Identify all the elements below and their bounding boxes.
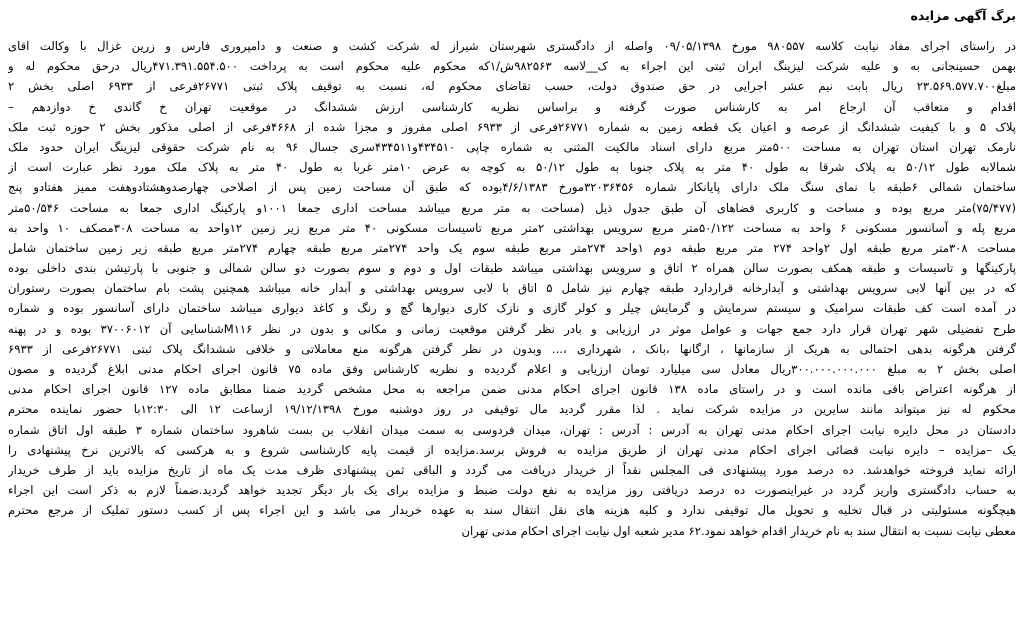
notice-line: ارائه نماید فروخته خواهدشد. ده درصد مورد پیشنهادی فی المجلس نقداً از خریدار دریافت می گردد و الباقی ثمن پیشنهادی ظرف مدت یک ماه از تاریخ مزایده باید از طرف خریدار xyxy=(8,462,1016,477)
notice-line: دادستان در محل دایره نیابت اجرای احکام مدنی تهران به آدرس : آدرس : تهران، میدان فردوسی به سمت میدان انقلاب بن بست شاهرود ساختمان شماره ۳ طبقه اول اتاق شماره xyxy=(8,422,1016,437)
notice-line: پارکینگها و تاسیسات و طبقه همکف بصورت سالن همراه ۲ اتاق و سرویس بهداشتی میباشد طبقات اول و دوم و سوم بصورت دو سالن شمالی و جنوبی با پارتیشن بندی داخلی بوده xyxy=(8,261,1016,276)
notice-line: در راستای اجرای مفاد نیابت کلاسه ۹۸۰۵۵۷ مورخ ۰۹/۰۵/۱۳۹۸ واصله از دادگستری شهرستان شیراز له شرکت کشت و صنعت و دامپروری فارس و زرین غزال با وکالت اقای xyxy=(8,39,1016,53)
notice-line: از هرگونه اعتراض باقی مانده است و در راستای ماده ۱۳۸ قانون اجرای احکام مدنی ضمن مراجعه به محل مشخص گردید ضمنا مطابق ماده ۱۲۷ قانون اجرای احکام مدنی xyxy=(8,382,1016,397)
notice-line: ساختمان شمالی ۶طبقه با نمای سنگ ملک دارای پایانکار شماره ۳۲۰۳۶۴۵۶مورخ ۴/۶/۱۳۸۳بوده که طبق آن مساحت زمین پس از اصلاحی چهارصدوهشتادوهفت ممیز هفتادو پنج xyxy=(8,180,1016,195)
notice-line: پلاک ۵ و با کیفیت ششدانگ از عرصه و اعیان یک قطعه زمین به شماره ۲۶۷۷۱فرعی از ۶۹۳۳ اصلی مفروز و مجزا شده از ۴۶۶۸فرعی از اصلی مذکور بخش ۲ حوزه ثبت ملک xyxy=(8,119,1016,134)
notice-line: یک –مزایده – دایره نیابت قضائی اجرای احکام مدنی تهران از طریق مزایده به فروش برسد.مزایده از قیمت پایه کارشناسی شروع و به هرکسی که بالاترین نرخ پیشنهادی را xyxy=(8,442,1016,457)
notice-line: اصلی بخش ۲ به مبلغ ۳۰۰.۰۰۰.۰۰۰.۰۰۰ریال معادل سی میلیارد تومان ارزیابی و اعلام گردیده و نظریه کارشناس وفق ماده ۷۵ قانون اجرای احکام مدنی ابلاغ گردیده و مصون xyxy=(8,362,1016,376)
notice-line: طرح تفضیلی شهر تهران قرار دارد جمع جهات و عوامل موثر در ارزیابی و بادر نظر گرفتن موقعیت زمانی و مکانی و بدون در نظر M۱۱۶شناسایی آن ۳۷۰۰۶۰۱۲ بوده و در پهنه xyxy=(8,321,1016,336)
notice-line: اقدام و متعاقب آن ارجاع امر به کارشناس صورت گرفته و براساس نظریه کارشناسی ارزش ششدانگ در موقعیت تهران خ گاندی خ دوازدهم – xyxy=(8,99,1016,114)
notice-title: برگ آگهی مزایده xyxy=(910,8,1016,23)
notice-line: مساحت ۳۰۸متر مربع طبقه اول ۲واحد ۲۷۴ متر مربع طبقه دوم ۱واحد ۲۷۴متر مربع طبقه سوم یک واحد ۲۷۴متر مربع طبقه چهارم ۲۷۴متر مربع طبقه زیر زمین ساختمان شامل xyxy=(8,240,1016,255)
notice-line: در آمده است کف طبقات سرامیک و سیستم سرمایش و گرمایش چیلر و کولر گازی و نازک کاری دیوارها گچ و رنگ و کاغذ دیواری میباشد ساختمان دارای آسانسور بوده و شماره xyxy=(8,301,1016,316)
notice-line: نارمک تهران استان تهران به مساحت ۵۰۰متر مربع دارای اسناد مالکیت المثنی به شماره چاپی ۴۳۴۵۱۰و۴۳۴۵۱۱سری جسال ۹۶ به نام شرکت حقوقی لیزینگ ایران حدود ملک xyxy=(8,139,1016,154)
notice-line: بهمن حسینجانی به و علیه شرکت لیزینگ ایران ثبتی این اجراء به ک__لاسه ۹۸۲۵۶۳ش/۱که محکوم علیه محکوم است به پرداخت ۴۷۱.۳۹۱.۵۵۴.۵۰۰ریال درحق محکوم له و xyxy=(8,59,1016,74)
notice-line: مبلغ۲۳.۵۶۹.۵۷۷.۷۰۰ ریال بابت نیم عشر اجرایی در حق صندوق دولت، حسب تقاضای محکوم له، نسبت به توقیف پلاک ثبتی ۲۶۷۷۱فرعی از ۶۹۳۳ اصلی بخش ۲ xyxy=(8,79,1016,94)
notice-line: که در بین آنها لابی سرویس بهداشتی و آبدارخانه قراردارد طبقه چهارم نیز شامل ۵ اتاق با لابی سرویس بهداشتی و آبدار خانه میباشد همچنین پشت بام ساختمان بصورت رستوران xyxy=(8,281,1016,296)
notice-line: هیچگونه مسئولیتی در قبال تخلیه و تحویل مال توقیفی ندارد و کلیه هزینه های نقل انتقال سند به عهده خریدار می باشد و این اجراء پس از کسب دستور تملیک از مرجع محترم xyxy=(8,503,1016,518)
notice-signature-line: معطی نیابت نسبت به انتقال سند به نام خریدار اقدام خواهد نمود.۶۲ مدیر شعبه اول نیابت اجرای احکام مدنی تهران xyxy=(461,523,1016,538)
notice-body xyxy=(8,36,1016,541)
notice-line: گرفتن هرگونه بدهی احتمالی به هریک از سازمانها ، ارگانها ،بانک ، شهرداری ،... وبدون در نظر گرفتن هرگونه منع معاملاتی و خلافی ششدانگ پلاک ثبتی ۲۶۷۷۱فرعی از ۶۹۳۳ xyxy=(8,341,1016,356)
notice-line: مربع پله و آسانسور مسکونی ۶ واحد به مساحت ۵۰/۱۲۲متر مربع سرویس بهداشتی ۲متر مربع تاسیسات مسکونی ۴۰ متر مربع زیر زمین ۱۲واحد به مساحت ۳۰۸مصکف ۱۰ واحد به xyxy=(8,220,1016,235)
notice-line: شمالابه طول ۵۰/۱۲ به پلاک شرقا به طول ۴۰ متر به پلاک جنوبا به طول ۵۰/۱۲ به کوچه به عرض ۱۰متر غربا به طول ۴۰ متر به پلاک ملک مورد نظر عبارت است از xyxy=(8,160,1016,175)
notice-line: محکوم له نیز میتواند مانند سایرین در مزایده شرکت نماید . لذا مقرر گردید مال توقیفی در روز دوشنبه مورخ ۱۹/۱۲/۱۳۹۸ ازساعت ۱۲ الی ۱۲:۳۰با حضور نماینده محترم xyxy=(8,402,1016,417)
notice-line: (۷۵/۴۷۷)متر مربع بوده و مساحت و کاربری فضاهای آن طبق جدول ذیل (مساحت به متر مربع میباشد مساحت اداری جمعا ۱۰۰۱و پارکینگ اداری جمعا به مساحت ۵۰/۵۴۶متر xyxy=(8,200,1016,215)
notice-line: به حساب دادگستری واریز گردد در غیراینصورت ده درصد دریافتی روز مزایده به نفع دولت ضبط و مزایده برای یک بار دیگر تجدید خواهد گردید.ضمناً لازم به ذکر است این اجراء xyxy=(8,483,1016,498)
